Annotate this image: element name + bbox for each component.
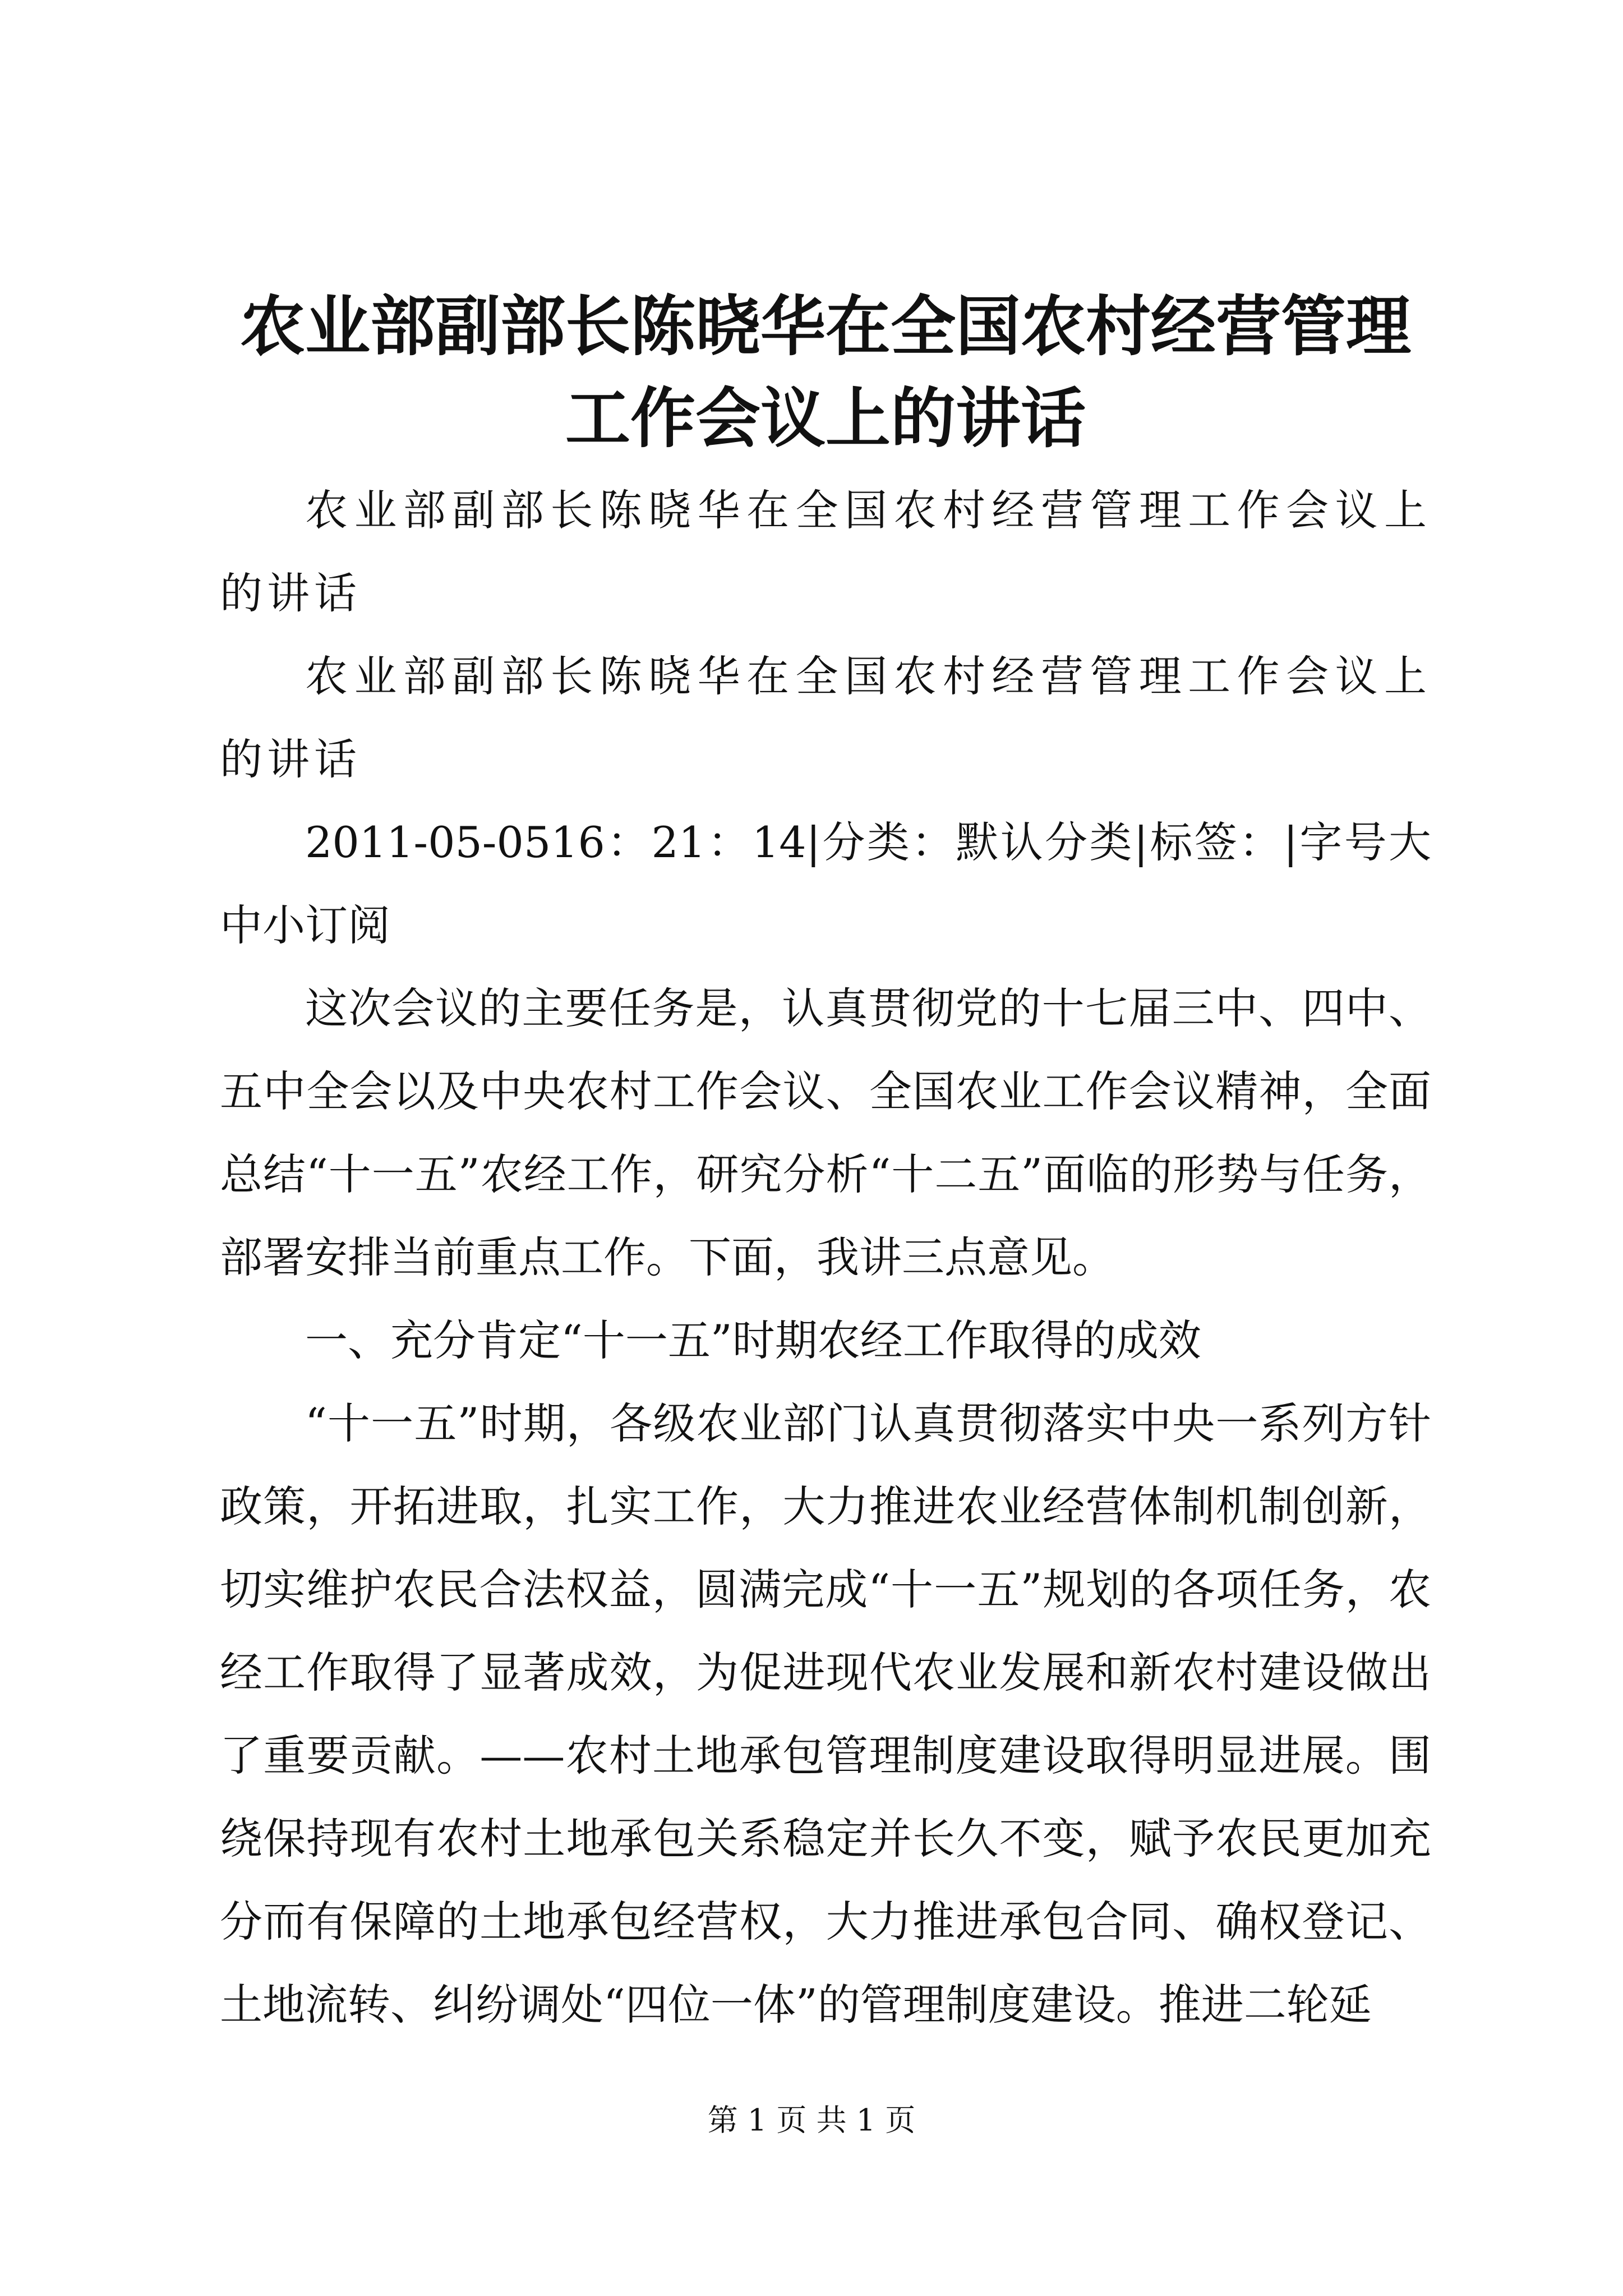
paragraph-repeat-title-1: 农业部副部长陈晓华在全国农村经营管理工作会议上的讲话 — [220, 485, 1431, 618]
page-footer: 第 1 页 共 1 页 — [707, 2102, 916, 2138]
paragraph-meta-info: 2011-05-0516：21：14|分类：默认分类|标签：|字号大中小订阅 — [220, 817, 1431, 950]
document-title: 农业部副部长陈晓华在全国农村经营管理工作会议上的讲话 — [240, 288, 1411, 457]
document-body — [220, 280, 1431, 2046]
paragraph-intro: 这次会议的主要任务是，认真贯彻党的十七届三中、四中、五中全会以及中央农村工作会议、全国农业工作会议精神，全面总结“十一五”农经工作，研究分析“十二五”面临的形势与任务，部署安排当前重点工作。下面，我讲三点意见。 — [220, 983, 1431, 1282]
section-heading-1: 一、充分肯定“十一五”时期农经工作取得的成效 — [305, 1315, 1201, 1365]
paragraph-repeat-title-2: 农业部副部长陈晓华在全国农村经营管理工作会议上的讲话 — [220, 651, 1431, 784]
paragraph-body-1: “十一五”时期，各级农业部门认真贯彻落实中央一系列方针政策，开拓进取，扎实工作，大力推进农业经营体制机制创新，切实维护农民合法权益，圆满完成“十一五”规划的各项任务，农经工作取得了显著成效，为促进现代农业发展和新农村建设做出了重要贡献。——农村土地承包管理制度建设取得明显进展。围绕保持现有农村土地承包关系稳定并长久不变，赋予农民更加充分而有保障的土地承包经营权，大力推进承包合同、确权登记、土地流转、纠纷调处“四位一体”的管理制度建设。推进二轮延 — [220, 1398, 1431, 2030]
